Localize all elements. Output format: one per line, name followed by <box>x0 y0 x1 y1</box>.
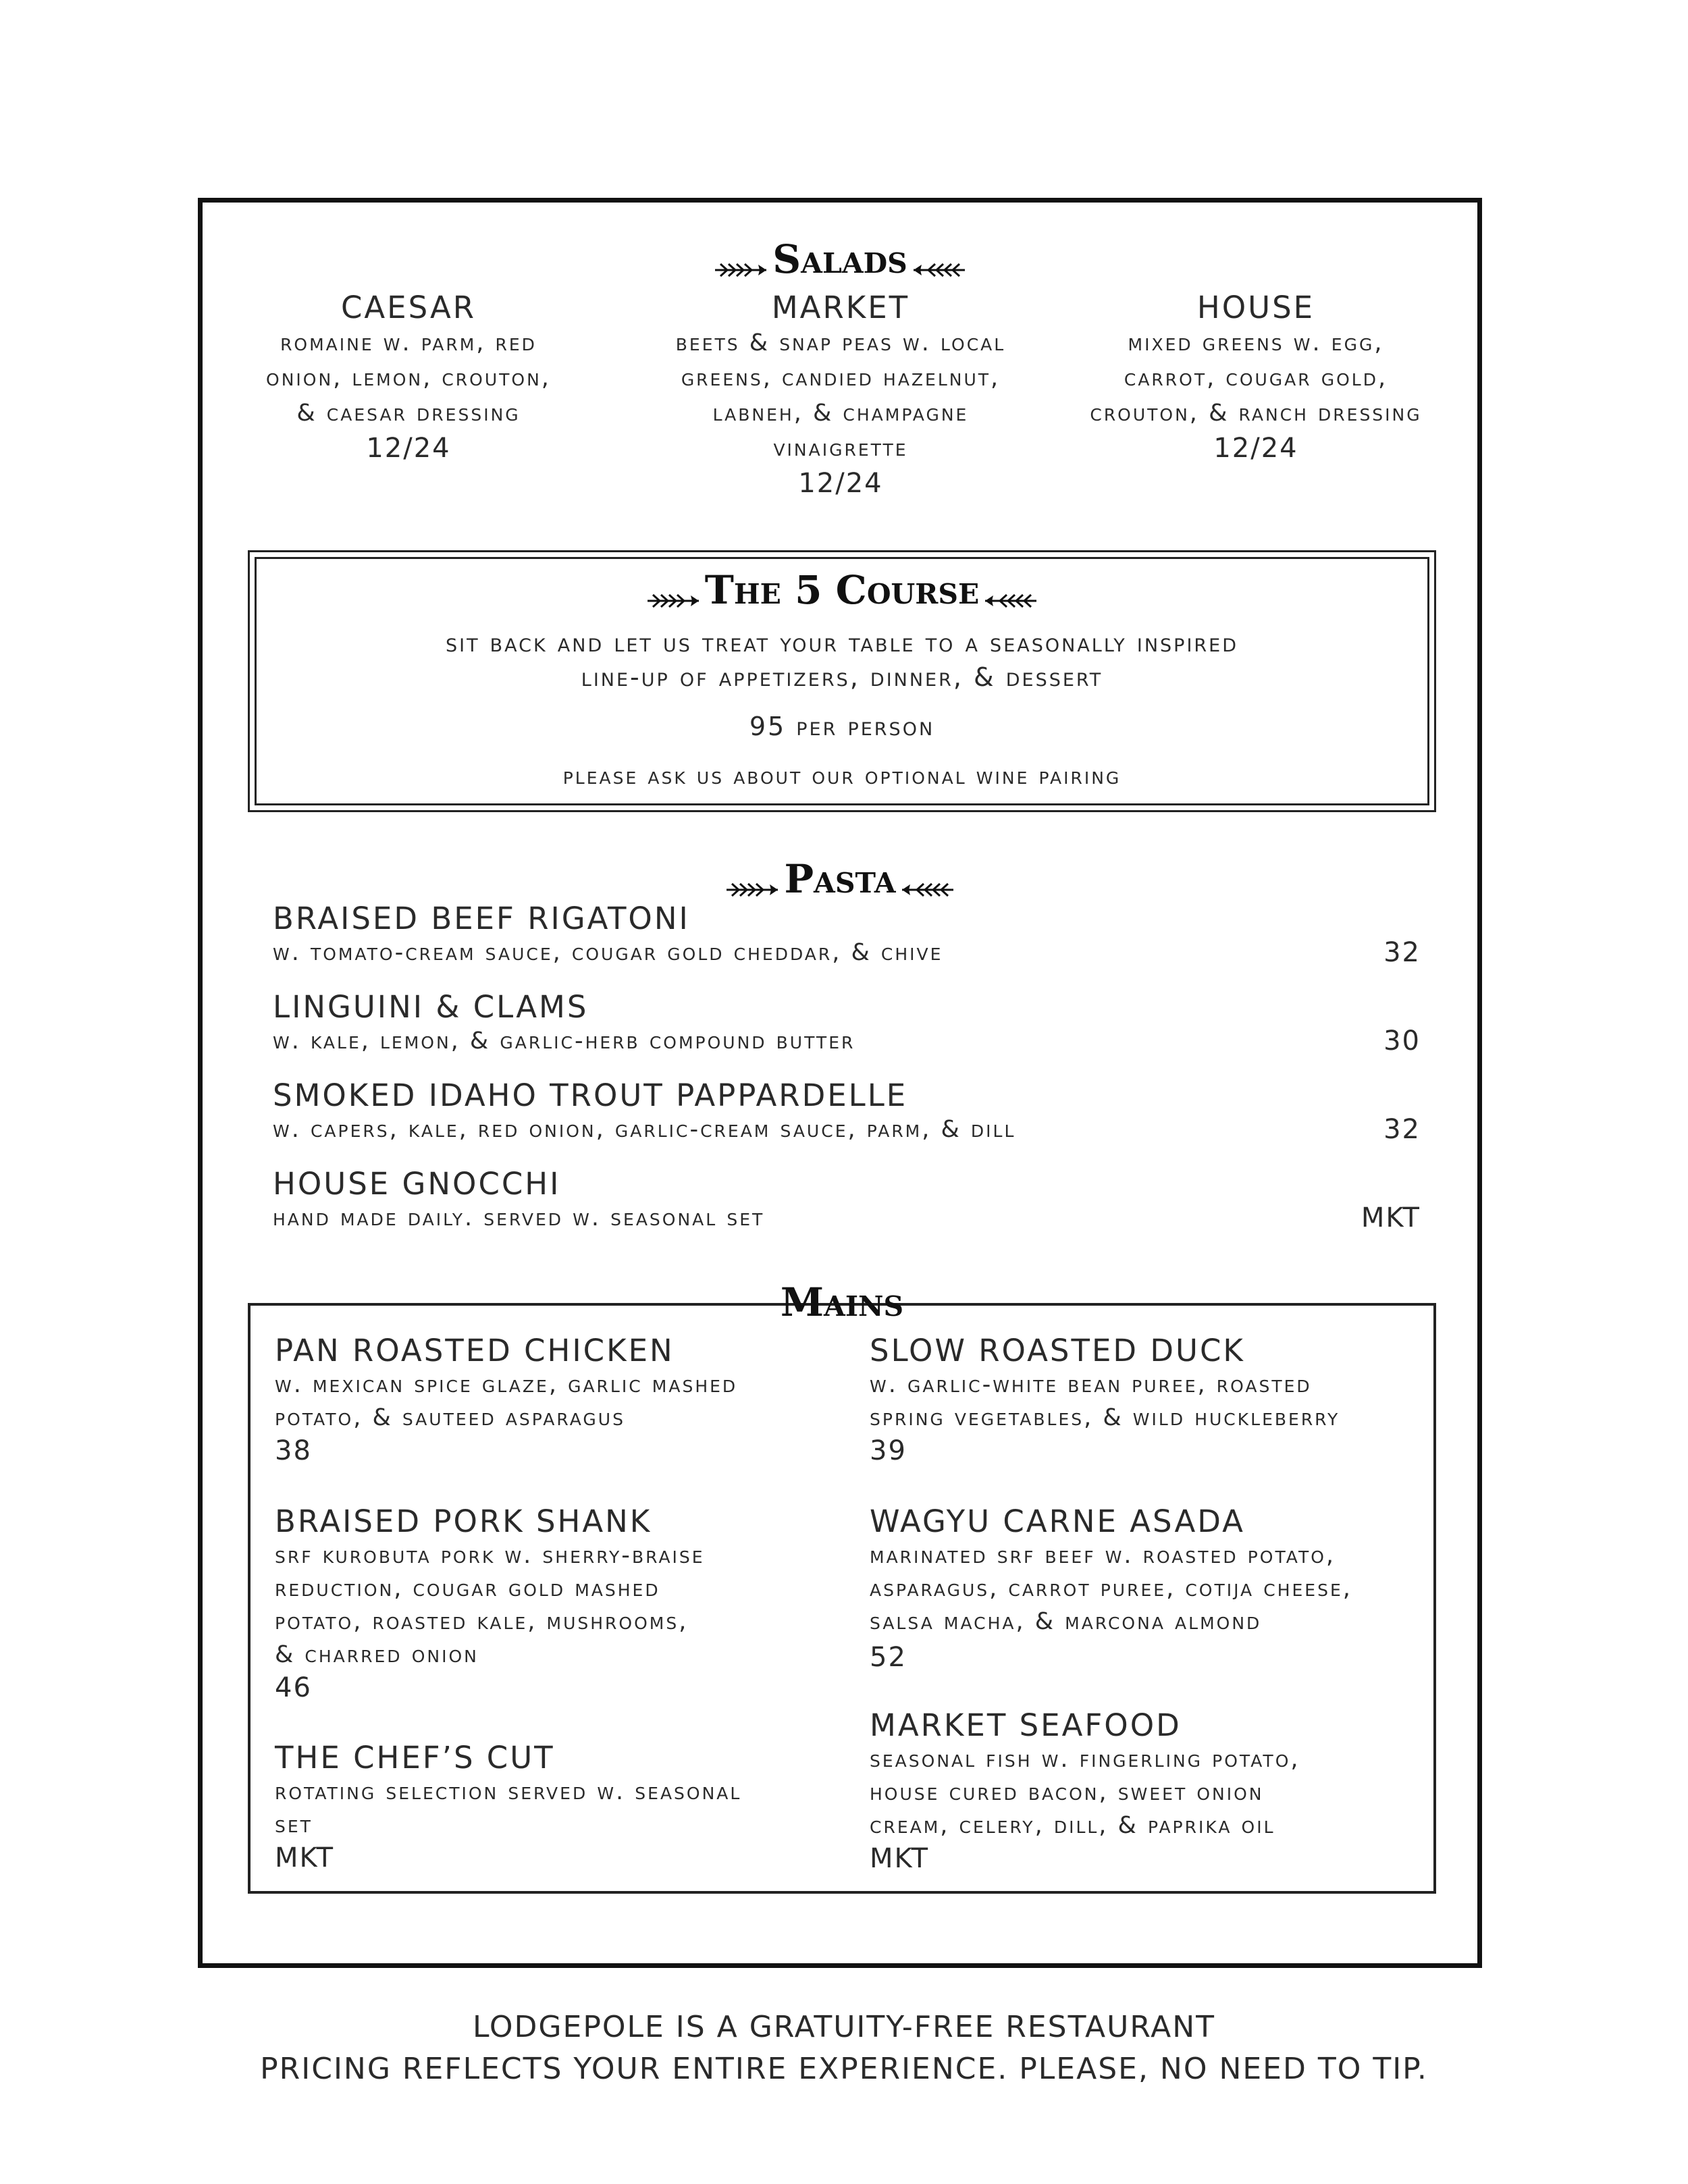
arrow-ornament-left-icon <box>715 260 769 280</box>
mains-heading-row <box>248 1279 1436 1325</box>
pasta-desc: w. tomato-cream sauce, cougar gold cheddar, & chive <box>273 939 943 966</box>
main-name: WAGYU CARNE ASADA <box>870 1503 1245 1539</box>
pasta-price: MKT <box>1361 1202 1421 1233</box>
footer-line-2: PRICING REFLECTS YOUR ENTIRE EXPERIENCE. PLEASE, NO NEED TO TIP. <box>260 2052 1428 2086</box>
main-item <box>275 1333 828 1468</box>
main-desc-line: potato, & sauteed asparagus <box>275 1404 625 1431</box>
salad-desc-line: & caesar dressing <box>296 400 521 427</box>
main-desc-line: set <box>275 1811 313 1838</box>
main-desc-line: w. garlic-white bean puree, roasted <box>870 1371 1312 1398</box>
salad-desc-line: greens, candied hazelnut, <box>681 365 1001 392</box>
salad-desc-line: beets & snap peas w. local <box>675 329 1006 356</box>
main-desc-line: rotating selection served w. seasonal <box>275 1778 742 1805</box>
salad-name: MARKET <box>771 290 910 325</box>
main-desc-line: marinated srf beef w. roasted potato, <box>870 1542 1336 1569</box>
pasta-item <box>273 1167 1421 1241</box>
pasta-price: 32 <box>1383 937 1421 968</box>
main-name: THE CHEF’S CUT <box>275 1740 555 1776</box>
pasta-price: 32 <box>1383 1114 1421 1145</box>
salad-price: 12/24 <box>1213 433 1298 464</box>
pasta-heading: Pasta <box>784 856 896 902</box>
main-price: 46 <box>275 1672 312 1703</box>
mains-heading: Mains <box>780 1279 904 1325</box>
arrow-ornament-left-icon <box>648 591 702 611</box>
salad-desc-line: carrot, cougar gold, <box>1124 365 1388 392</box>
pasta-name: LINGUINI & CLAMS <box>273 989 589 1025</box>
pasta-name: HOUSE GNOCCHI <box>273 1166 561 1202</box>
pasta-desc: w. kale, lemon, & garlic-herb compound butter <box>273 1028 855 1055</box>
main-name: BRAISED PORK SHANK <box>275 1503 652 1539</box>
main-desc-line: asparagus, carrot puree, cotija cheese, <box>870 1575 1352 1602</box>
pasta-name: BRAISED BEEF RIGATONI <box>273 901 690 936</box>
main-name: MARKET SEAFOOD <box>870 1707 1182 1743</box>
main-desc-line: cream, celery, dill, & paprika oil <box>870 1812 1275 1839</box>
main-desc-line: & charred onion <box>275 1641 479 1668</box>
main-price: 52 <box>870 1642 907 1673</box>
mains-heading-wrap <box>770 1279 914 1325</box>
pasta-desc: w. capers, kale, red onion, garlic-cream sauce, parm, & dill <box>273 1116 1016 1143</box>
main-desc-line: reduction, cougar gold mashed <box>275 1575 660 1602</box>
salad-name: HOUSE <box>1196 290 1315 325</box>
pasta-item <box>273 990 1421 1064</box>
salads-heading: Salads <box>772 236 907 282</box>
arrow-ornament-right-icon <box>911 260 965 280</box>
main-price: MKT <box>275 1842 335 1873</box>
main-item <box>870 1504 1423 1674</box>
pasta-item <box>273 1078 1421 1152</box>
arrow-ornament-right-icon <box>982 591 1036 611</box>
main-name: PAN ROASTED CHICKEN <box>275 1333 675 1368</box>
salad-item <box>631 290 1050 501</box>
main-desc-line: seasonal fish w. fingerling potato, <box>870 1746 1300 1773</box>
main-price: 39 <box>870 1435 907 1466</box>
main-desc-line: house cured bacon, sweet onion <box>870 1779 1264 1806</box>
main-price: MKT <box>870 1843 930 1874</box>
five-course-heading: The 5 Course <box>704 567 980 613</box>
pasta-heading-row <box>198 856 1482 902</box>
salad-desc-line: mixed greens w. egg, <box>1128 329 1384 356</box>
salad-price: 12/24 <box>798 468 883 499</box>
salad-item <box>230 290 587 466</box>
main-item <box>275 1740 828 1875</box>
salads-heading-row <box>198 236 1482 282</box>
arrow-ornament-right-icon <box>899 880 953 900</box>
main-price: 38 <box>275 1435 312 1466</box>
salad-desc-line: onion, lemon, crouton, <box>266 365 551 392</box>
main-item <box>870 1708 1423 1875</box>
pasta-item <box>273 901 1421 976</box>
five-course-note: please ask us about our optional wine pairing <box>562 763 1122 790</box>
salad-item <box>1053 290 1458 466</box>
salad-desc-line: crouton, & ranch dressing <box>1090 400 1422 427</box>
main-desc-line: w. mexican spice glaze, garlic mashed <box>275 1371 738 1398</box>
pasta-name: SMOKED IDAHO TROUT PAPPARDELLE <box>273 1077 908 1113</box>
salad-name: CAESAR <box>340 290 477 325</box>
five-course-line-1: sit back and let us treat your table to a seasonally inspired <box>445 628 1239 658</box>
salad-desc-line: vinaigrette <box>773 435 908 462</box>
footer-line-1: LODGEPOLE IS A GRATUITY-FREE RESTAURANT <box>472 2010 1216 2044</box>
salad-price: 12/24 <box>366 433 451 464</box>
pasta-desc: hand made daily. served w. seasonal set <box>273 1204 765 1231</box>
pasta-price: 30 <box>1383 1026 1421 1057</box>
main-desc-line: srf kurobuta pork w. sherry-braise <box>275 1542 705 1569</box>
main-desc-line: potato, roasted kale, mushrooms, <box>275 1608 689 1635</box>
main-desc-line: salsa macha, & marcona almond <box>870 1608 1262 1635</box>
salad-desc-line: labneh, & champagne <box>712 400 969 427</box>
main-desc-line: spring vegetables, & wild huckleberry <box>870 1404 1340 1431</box>
main-item <box>870 1333 1423 1468</box>
five-course-line-2: line-up of appetizers, dinner, & dessert <box>581 662 1103 692</box>
five-course-heading-row <box>248 567 1436 613</box>
main-item <box>275 1504 828 1705</box>
salad-desc-line: romaine w. parm, red <box>280 329 537 356</box>
arrow-ornament-left-icon <box>727 880 781 900</box>
main-name: SLOW ROASTED DUCK <box>870 1333 1245 1368</box>
five-course-price: 95 per person <box>749 712 935 741</box>
